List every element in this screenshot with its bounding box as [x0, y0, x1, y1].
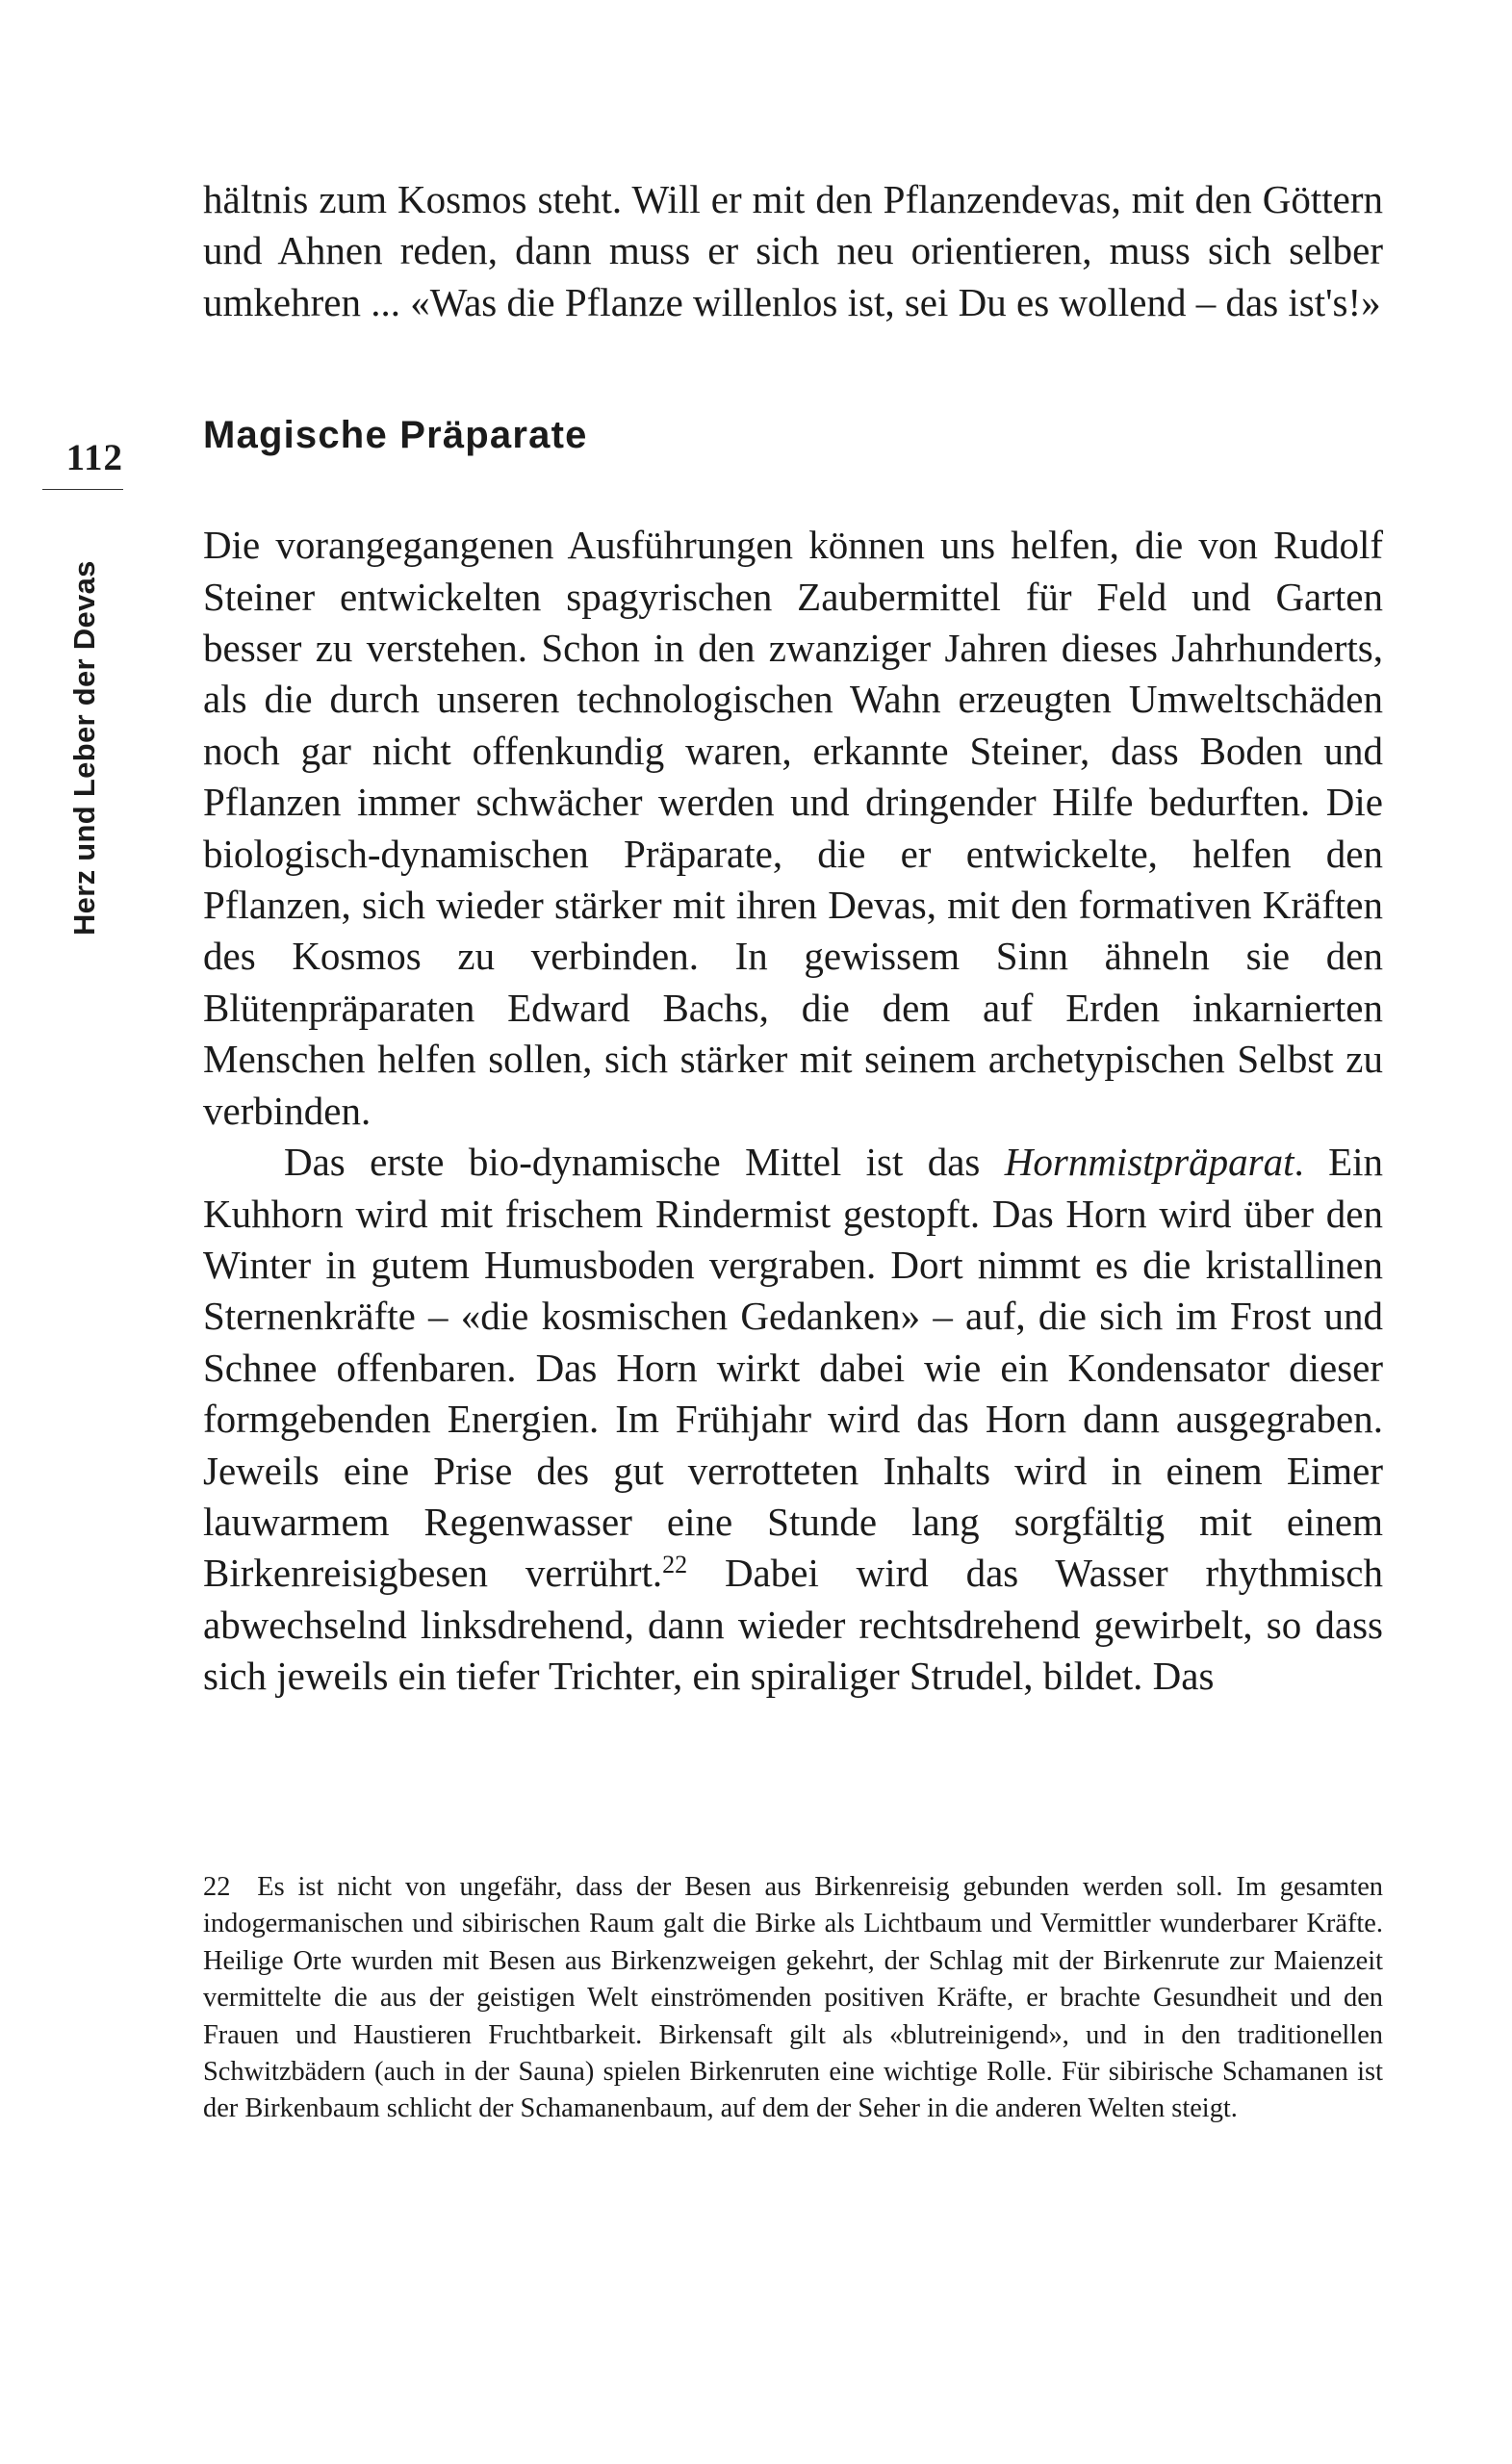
term-hornmistpraeparat: Hornmistpräparat: [1004, 1140, 1294, 1185]
running-title-text: Herz und Leber der Devas: [67, 560, 101, 936]
body-paragraph-2: [203, 1137, 1383, 1702]
opening-paragraph: hältnis zum Kosmos steht. Will er mit den Pflanzendevas, mit den Göttern und Ahnen reden, dann muss er sich neu orientieren, muss sich selber umkehren ... «Was die Pflanze willenlos ist, sei Du es wollend – das ist's!»: [203, 177, 1383, 324]
spacer: [203, 328, 1383, 413]
page-number: 112: [65, 437, 123, 478]
section-heading: Magische Präparate: [203, 414, 588, 457]
main-text: [203, 174, 1383, 1703]
spacer: [203, 457, 1383, 520]
footnote-reference[interactable]: 22: [662, 1551, 688, 1579]
paragraph-2-intro: Das erste bio-dynamische Mittel ist das: [284, 1140, 981, 1185]
footnote-number: 22: [203, 1872, 231, 1902]
margin-divider: [42, 489, 123, 490]
paragraph-2-part-b: Dabei wird das Wasser rhythmisch abwechselnd linksdrehend, dann wieder rechtsdrehend gewirbelt, so dass sich jeweils ein tiefer Trichter, ein spiraliger Strudel, bildet. Das: [203, 1551, 1383, 1699]
footnotes: [203, 1869, 1383, 2128]
footnote-text: Es ist nicht von ungefähr, dass der Besen aus Birkenreisig gebunden werden soll. Im gesamten indogermanischen und sibirischen Raum galt die Birke als Lichtbaum und Vermittler wunderbarer Kräfte. Heilige Orte wurden mit Besen aus Birkenzweigen gekehrt, der Schlag mit der Birkenrute zur Maienzeit vermittelte die aus der geistigen Welt einströmenden positiven Kräfte, er brachte Gesundheit und den Frauen und Haustieren Fruchtbarkeit. Birkensaft gilt als «blutreinigend», und in den traditionellen Schwitzbädern (auch in der Sauna) spielen Birkenruten eine wichtige Rolle. Für sibirische Schamanen ist der Birkenbaum schlicht der Schamanenbaum, auf dem der Seher in die anderen Welten steigt.: [203, 1872, 1384, 2124]
body-paragraph-1: Die vorangegangenen Ausführungen können uns helfen, die von Rudolf Steiner entwickelten spagyrischen Zaubermittel für Feld und Garten besser zu verstehen. Schon in den zwanziger Jahren dieses Jahrhunderts, als die durch unseren technologischen Wahn erzeugten Umweltschäden noch gar nicht offenkundig waren, erkannte Steiner, dass Boden und Pflanzen immer schwächer werden und dringender Hilfe bedurften. Die biologisch-dynamischen Präparate, die er entwickelte, helfen den Pflanzen, sich wieder stärker mit ihren Devas, mit den formativen Kräften des Kosmos zu verbinden. In gewissem Sinn ähneln sie den Blütenpräparaten Edward Bachs, die dem auf Erden inkarnierten Menschen helfen sollen, sich stärker mit seinem archetypischen Selbst zu verbinden.: [203, 523, 1383, 1133]
paragraph-2-part-a: . Ein Kuhhorn wird mit frischem Rindermist gestopft. Das Horn wird über den Winter in gutem Humusboden vergraben. Dort nimmt es die kristallinen Sternenkräfte – «die kosmischen Gedanken» – auf, die sich im Frost und Schnee offenbaren. Das Horn wirkt dabei wie ein Kondensator dieser formgebenden Energien. Im Frühjahr wird das Horn dann ausgegraben. Jeweils eine Prise des gut verrotteten Inhalts wird in einem Eimer lauwarmem Regenwasser eine Stunde lang sorgfältig mit einem Birkenreisigbesen verrührt.: [203, 1140, 1384, 1596]
footnote: [203, 1869, 1383, 2128]
